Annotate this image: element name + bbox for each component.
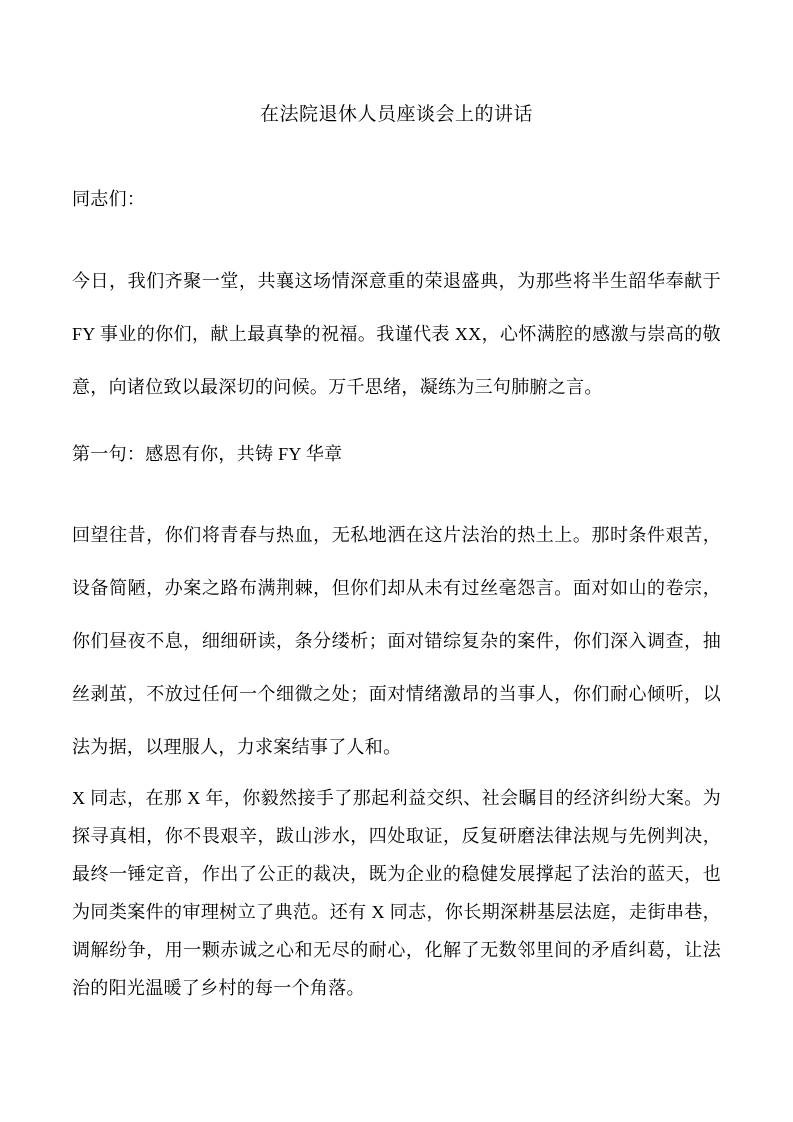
paragraph-examples: X 同志，在那 X 年，你毅然接手了那起利益交织、社会瞩目的经济纠纷大案。为探寻真相，你不畏艰辛，跋山涉水，四处取证，反复研磨法律法规与先例判决，最终一锤定音，作出了公正的裁决，既为企业的稳健发展撑起了法治的蓝天，也为同类案件的审理树立了典范。还有 X 同志，你长期深耕基层法庭，走街串巷，调解纷争，用一颗赤诚之心和无尽的耐心，化解了无数邻里间的矛盾纠葛，让法治的阳光温暖了乡村的每一个角落。 [72, 788, 721, 998]
salutation-line: 同志们： [72, 189, 146, 209]
section-heading-first-point: 第一句：感恩有你，共铸 FY 华章 [72, 444, 343, 464]
document-title: 在法院退休人员座谈会上的讲话 [259, 104, 533, 125]
paragraph-first-point: 回望往昔，你们将青春与热血，无私地洒在这片法治的热土上。那时条件艰苦，设备简陋，办案之路布满荆棘，但你们却从未有过丝毫怨言。面对如山的卷宗，你们昼夜不息，细细研读，条分缕析；面对错综复杂的案件，你们深入调查，抽丝剥茧，不放过任何一个细微之处；面对情绪激昂的当事人，你们耐心倾听，以法为据，以理服人，力求案结事了人和。 [72, 525, 721, 757]
paragraph-opening: 今日，我们齐聚一堂，共襄这场情深意重的荣退盛典，为那些将半生韶华奉献于 FY 事业的你们，献上最真挚的祝福。我谨代表 XX，心怀满腔的感激与崇高的敬意，向诸位致以最深切的问候。万千思绪，凝练为三句肺腑之言。 [72, 271, 721, 397]
